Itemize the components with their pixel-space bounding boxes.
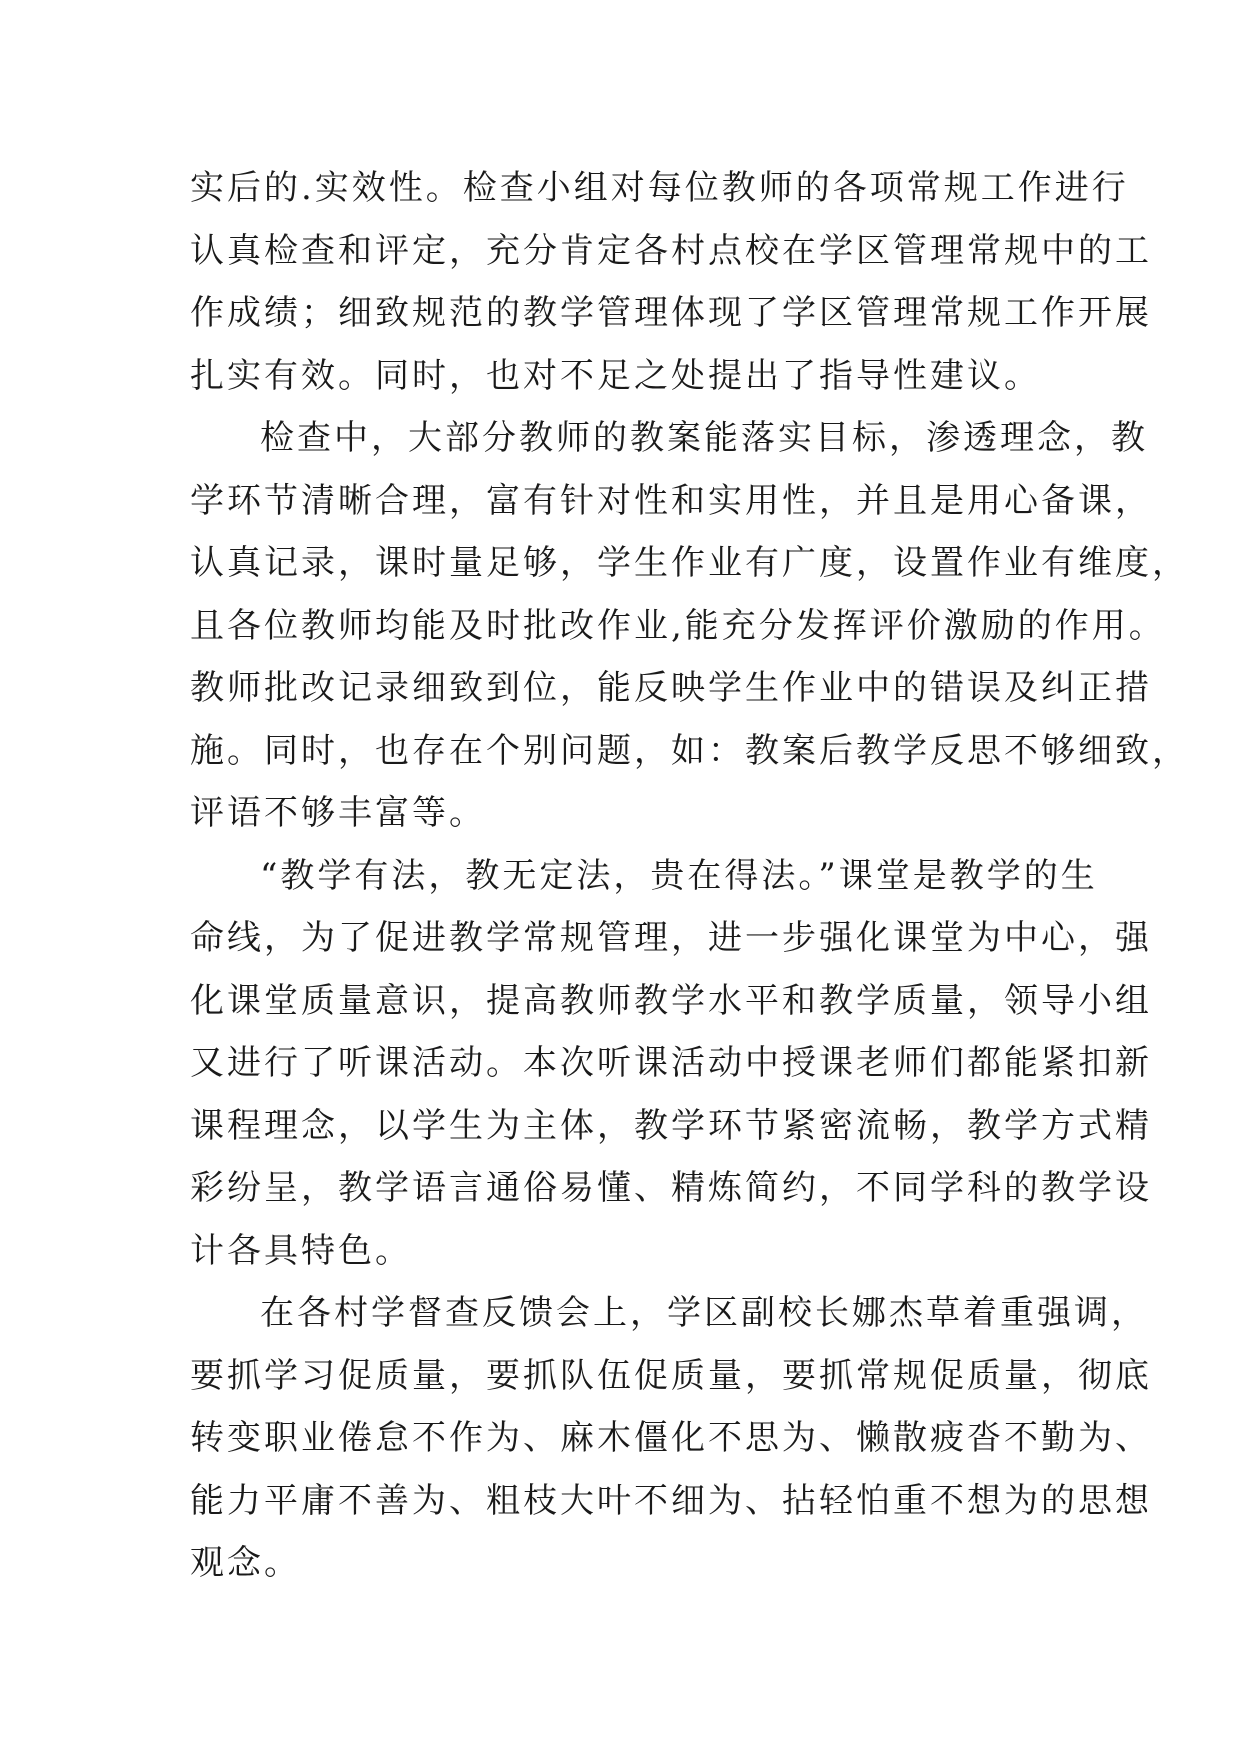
text-line: 要抓学习促质量，要抓队伍促质量，要抓常规促质量，彻底 [190,1355,1152,1396]
text-line: 彩纷呈，教学语言通俗易懂、精炼简约，不同学科的教学设 [190,1168,1152,1208]
text-line: 评语不够丰富等。 [190,793,486,833]
text-line: 命线，为了促进教学常规管理，进一步强化课堂为中心，强 [190,918,1152,958]
text-line: 认真检查和评定，充分肯定各村点校在学区管理常规中的工 [190,230,1152,271]
text-line: 能力平庸不善为、粗枝大叶不细为、拈轻怕重不想为的思想 [190,1480,1152,1521]
text-line: 作成绩；细致规范的教学管理体现了学区管理常规工作开展 [190,293,1152,333]
text-line: 且各位教师均能及时批改作业,能充分发挥评价激励的作用。 [190,605,1166,646]
text-line: 观念。 [190,1543,301,1583]
text-line: 学环节清晰合理，富有针对性和实用性，并且是用心备课， [190,480,1152,521]
text-line: “教学有法，教无定法，贵在得法。”课堂是教学的生 [260,855,1098,896]
text-line: 在各村学督查反馈会上，学区副校长娜杰草着重强调， [260,1293,1148,1333]
text-line: 施。同时，也存在个别问题，如：教案后教学反思不够细致， [190,730,1189,771]
text-line: 扎实有效。同时，也对不足之处提出了指导性建议。 [190,355,1041,396]
text-line: 课程理念，以学生为主体，教学环节紧密流畅，教学方式精 [190,1105,1152,1146]
text-line: 又进行了听课活动。本次听课活动中授课老师们都能紧扣新 [190,1043,1152,1083]
body-text [190,157,1189,1595]
text-line: 实后的.实效性。检查小组对每位教师的各项常规工作进行 [190,168,1129,208]
text-line: 检查中，大部分教师的教案能落实目标，渗透理念，教 [260,418,1148,458]
text-line: 计各具特色。 [190,1230,412,1271]
text-line: 教师批改记录细致到位，能反映学生作业中的错误及纠正措 [190,668,1152,708]
text-line: 转变职业倦怠不作为、麻木僵化不思为、懒散疲沓不勤为、 [190,1418,1152,1458]
text-line: 化课堂质量意识，提高教师教学水平和教学质量，领导小组 [190,980,1152,1021]
text-line: 认真记录，课时量足够，学生作业有广度，设置作业有维度， [190,543,1189,583]
